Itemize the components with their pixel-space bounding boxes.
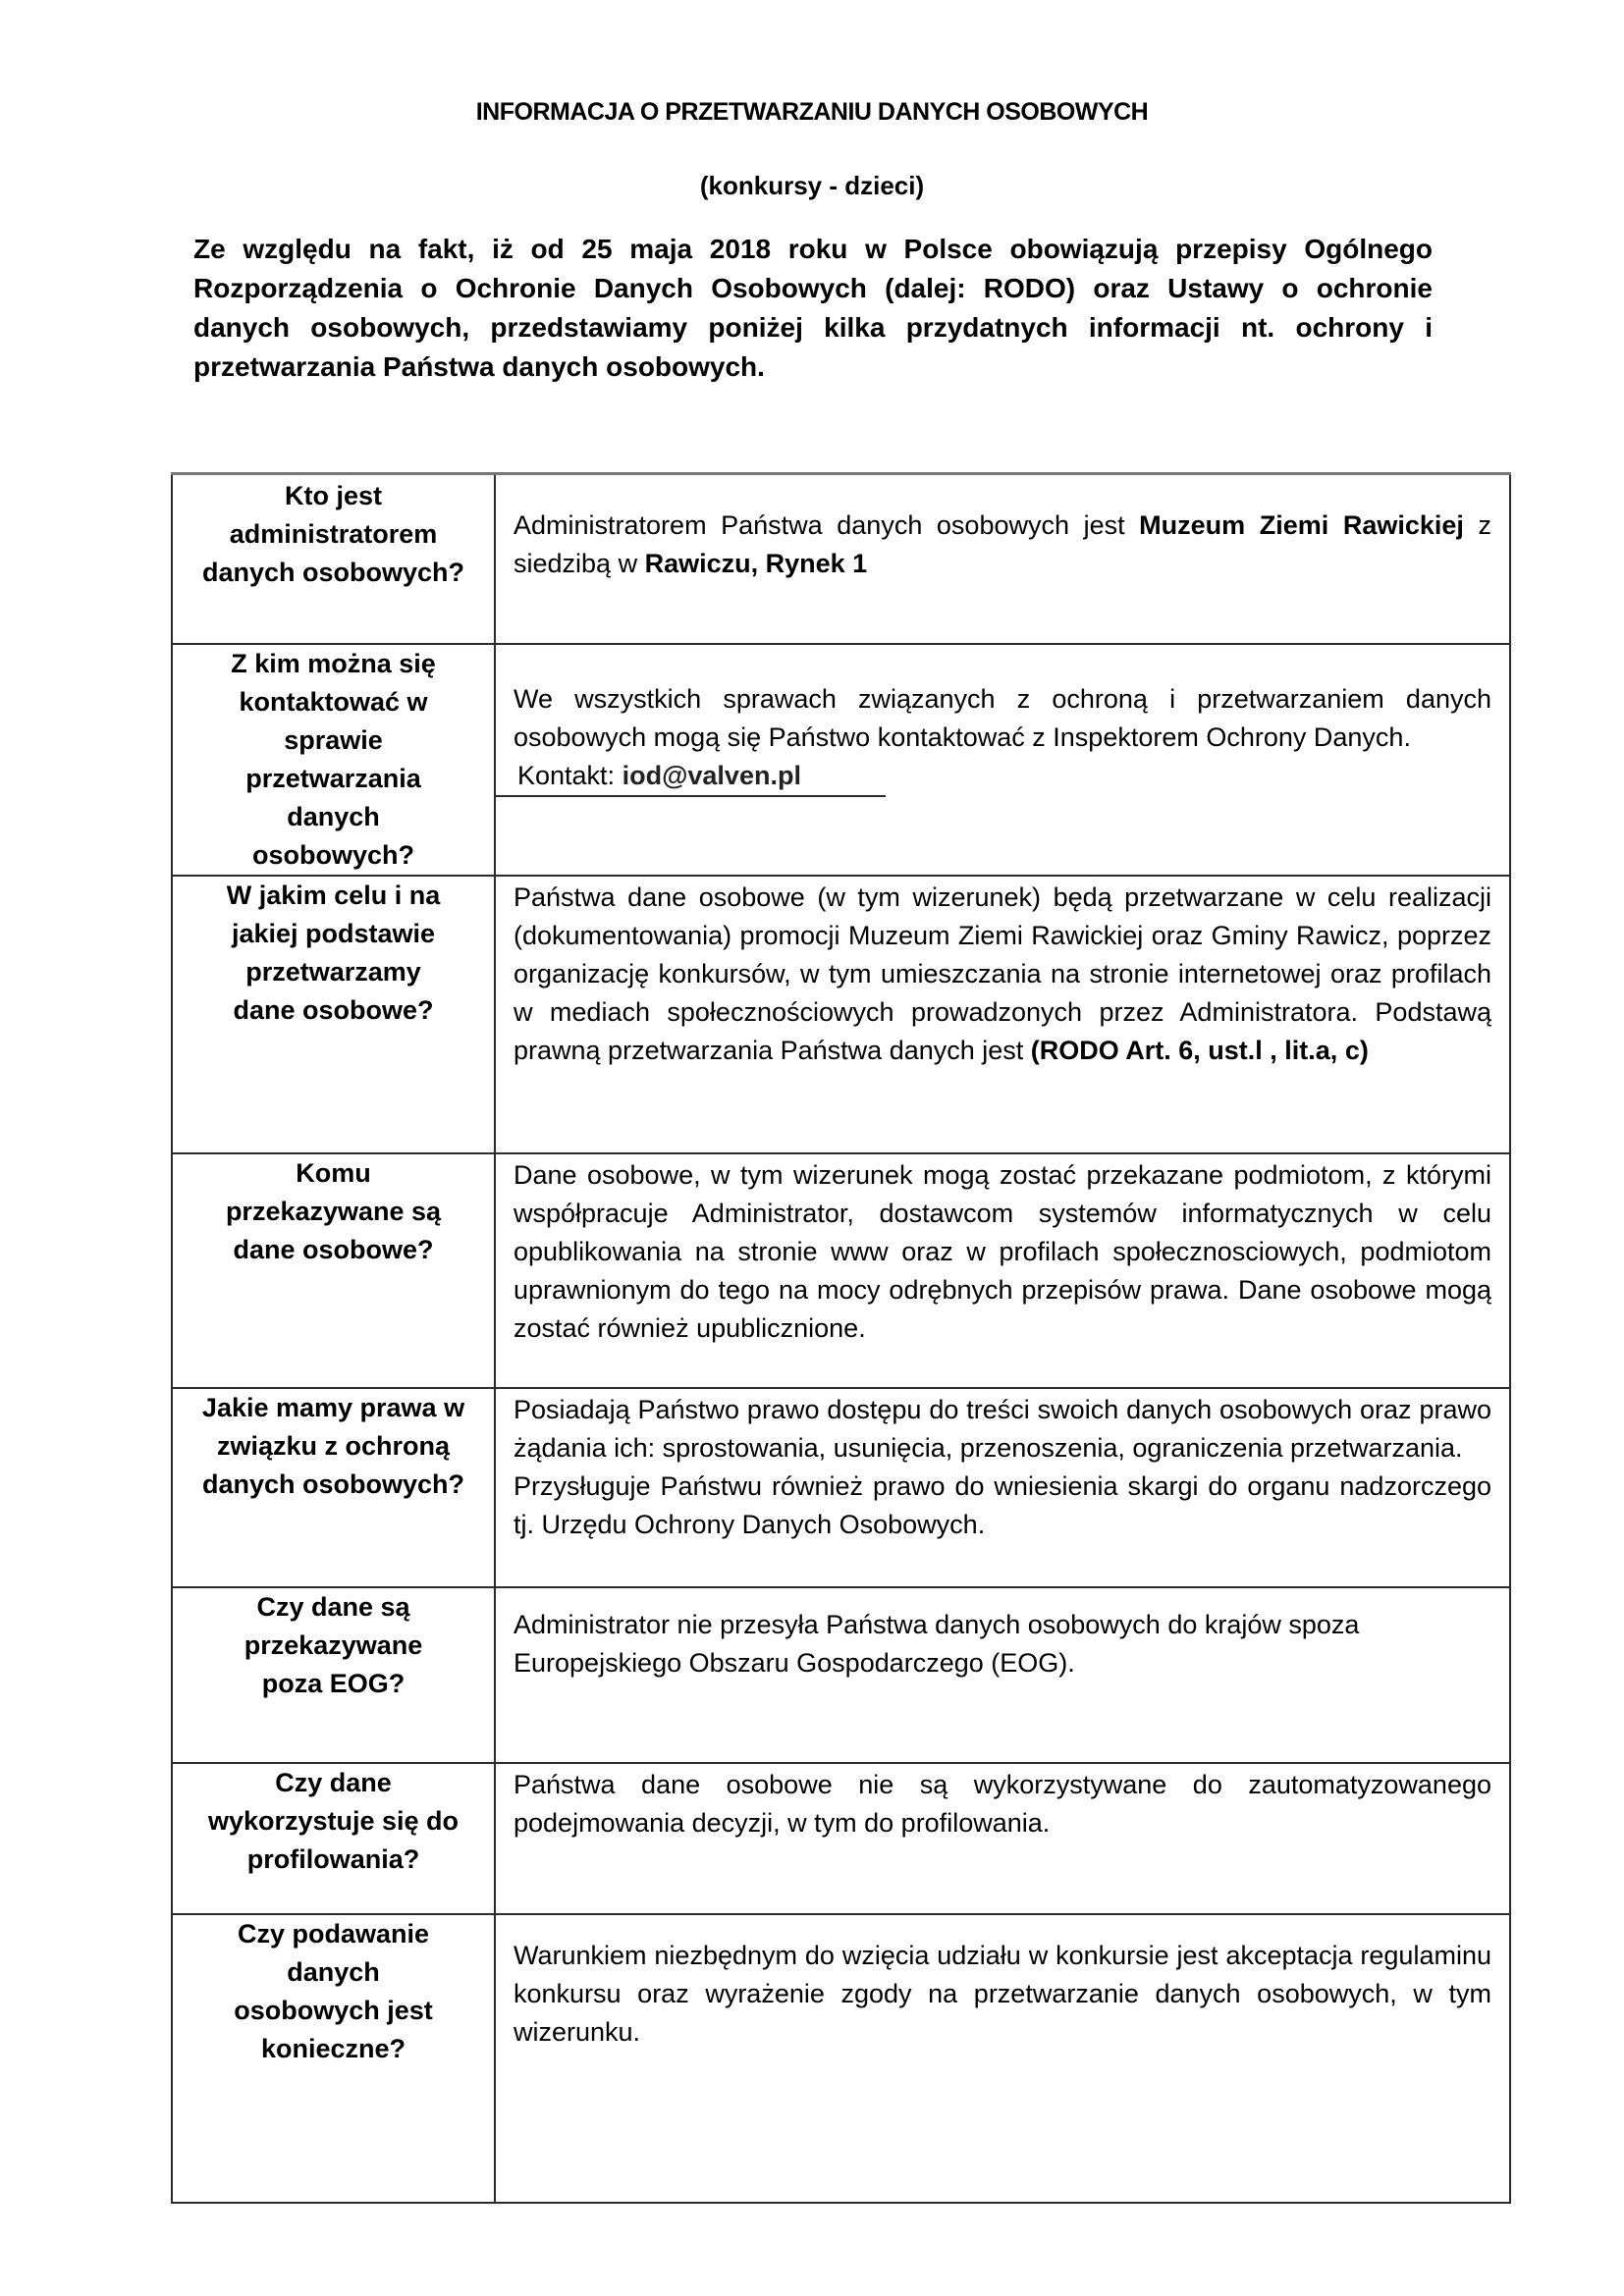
answer-cell xyxy=(495,1587,1510,1763)
answer-text-part: Państwa dane osobowe (w tym wizerunek) będą przetwarzane w celu realizacji (dokumentowania) promocji Muzeum Ziemi Rawickiej oraz Gminy Rawicz, poprzez organizację konkursów, w tym umieszczania na stronie internetowej oraz profilach w mediach społecznościowych prowadzonych przez Administratora. Podstawą prawną przetwarzania Państwa danych jest xyxy=(514,881,1491,1065)
question-cell xyxy=(172,474,495,644)
legal-basis: (RODO Art. 6, ust.l , lit.a, c) xyxy=(1030,1035,1369,1065)
table-row xyxy=(172,644,1510,876)
question-text: W jakim celu i na jakiej podstawie przetwarzamy dane osobowe? xyxy=(226,880,441,1025)
answer-text: Administrator nie przesyła Państwa danych osobowych do krajów spoza Europejskiego Obszaru Gospodarczego (EOG). xyxy=(514,1609,1360,1678)
table-row xyxy=(172,1388,1510,1587)
question-cell xyxy=(172,1914,495,2203)
answer-cell xyxy=(495,876,1510,1153)
question-cell xyxy=(172,1587,495,1763)
intro-paragraph: Ze względu na fakt, iż od 25 maja 2018 roku w Polsce obowiązują przepisy Ogólnego Rozporządzenia o Ochronie Danych Osobowych (dalej: RODO) oraz Ustawy o ochronie danych osobowych, przedstawiamy poniżej kilka przydatnych informacji nt. ochrony i przetwarzania Państwa danych osobowych. xyxy=(193,234,1433,382)
question-cell xyxy=(172,1763,495,1914)
answer-text: Warunkiem niezbędnym do wzięcia udziału w konkursie jest akceptacja regulaminu konkursu oraz wyrażenie zgody na przetwarzanie danych osobowych, w tym wizerunku. xyxy=(514,1940,1491,2047)
answer-paragraph: We wszystkich sprawach związanych z ochroną i przetwarzaniem danych osobowych mogą się Państwo kontaktować z Inspektorem Ochrony Danych. xyxy=(514,683,1491,752)
answer-paragraph: Przysługuje Państwu również prawo do wniesienia skargi do organu nadzorczego tj. Urzędu Ochrony Danych Osobowych. xyxy=(514,1470,1491,1539)
administrator-name: Muzeum Ziemi Rawickiej xyxy=(1139,510,1464,540)
info-table xyxy=(171,472,1511,2204)
answer-text: Państwa dane osobowe nie są wykorzystywane do zautomatyzowanego podejmowania decyzji, w tym do profilowania. xyxy=(514,1769,1491,1838)
answer-cell xyxy=(495,1388,1510,1587)
answer-cell xyxy=(495,1914,1510,2203)
contact-label: Kontakt: xyxy=(517,760,623,790)
question-text: Z kim można się kontaktować w sprawie przetwarzania danych osobowych? xyxy=(231,648,436,870)
question-text: Jakie mamy prawa w związku z ochroną danych osobowych? xyxy=(201,1392,465,1499)
answer-cell xyxy=(495,1763,1510,1914)
contact-line xyxy=(496,757,886,797)
table-row xyxy=(172,1587,1510,1763)
question-text: Czy dane wykorzystuje się do profilowania? xyxy=(207,1767,460,1874)
document-subtitle: (konkursy - dzieci) xyxy=(699,171,925,200)
answer-text xyxy=(514,1389,1491,1544)
question-cell xyxy=(172,876,495,1153)
answer-text xyxy=(514,645,1491,797)
question-cell xyxy=(172,1388,495,1587)
question-cell xyxy=(172,644,495,876)
question-text: Kto jest administratorem danych osobowych? xyxy=(201,481,465,587)
question-text: Czy dane są przekazywane poza EOG? xyxy=(244,1591,423,1698)
contact-email[interactable]: iod@valven.pl xyxy=(622,760,801,790)
answer-paragraph: Posiadają Państwo prawo dostępu do treści swoich danych osobowych oraz prawo żądania ich: sprostowania, usunięcia, przenoszenia, ograniczenia przetwarzania. xyxy=(514,1394,1491,1463)
table-row xyxy=(172,1153,1510,1388)
answer-text-part: z siedzibą w xyxy=(514,510,1491,578)
table-row xyxy=(172,474,1510,644)
table-row xyxy=(172,1763,1510,1914)
answer-text-part: Administratorem Państwa danych osobowych jest xyxy=(514,510,1140,540)
administrator-address: Rawiczu, Rynek 1 xyxy=(644,549,868,578)
document-title: INFORMACJA O PRZETWARZANIU DANYCH OSOBOWYCH xyxy=(475,98,1149,126)
table-row xyxy=(172,876,1510,1153)
answer-text xyxy=(514,475,1491,583)
table-row xyxy=(172,1914,1510,2203)
answer-cell xyxy=(495,474,1510,644)
question-cell xyxy=(172,1153,495,1388)
question-text: Czy podawanie danych osobowych jest konieczne? xyxy=(234,1918,433,2063)
answer-text: Dane osobowe, w tym wizerunek mogą zostać przekazane podmiotom, z którymi współpracuje Administrator, dostawcom systemów informatycznych w celu opublikowania na stronie www oraz w profilach społecznosciowych, podmiotom uprawnionym do tego na mocy odrębnych przepisów prawa. Dane osobowe mogą zostać również upublicznione. xyxy=(514,1159,1491,1343)
answer-text xyxy=(514,877,1491,1070)
question-text: Komu przekazywane są dane osobowe? xyxy=(225,1157,442,1264)
answer-cell xyxy=(495,1153,1510,1388)
answer-cell xyxy=(495,644,1510,876)
